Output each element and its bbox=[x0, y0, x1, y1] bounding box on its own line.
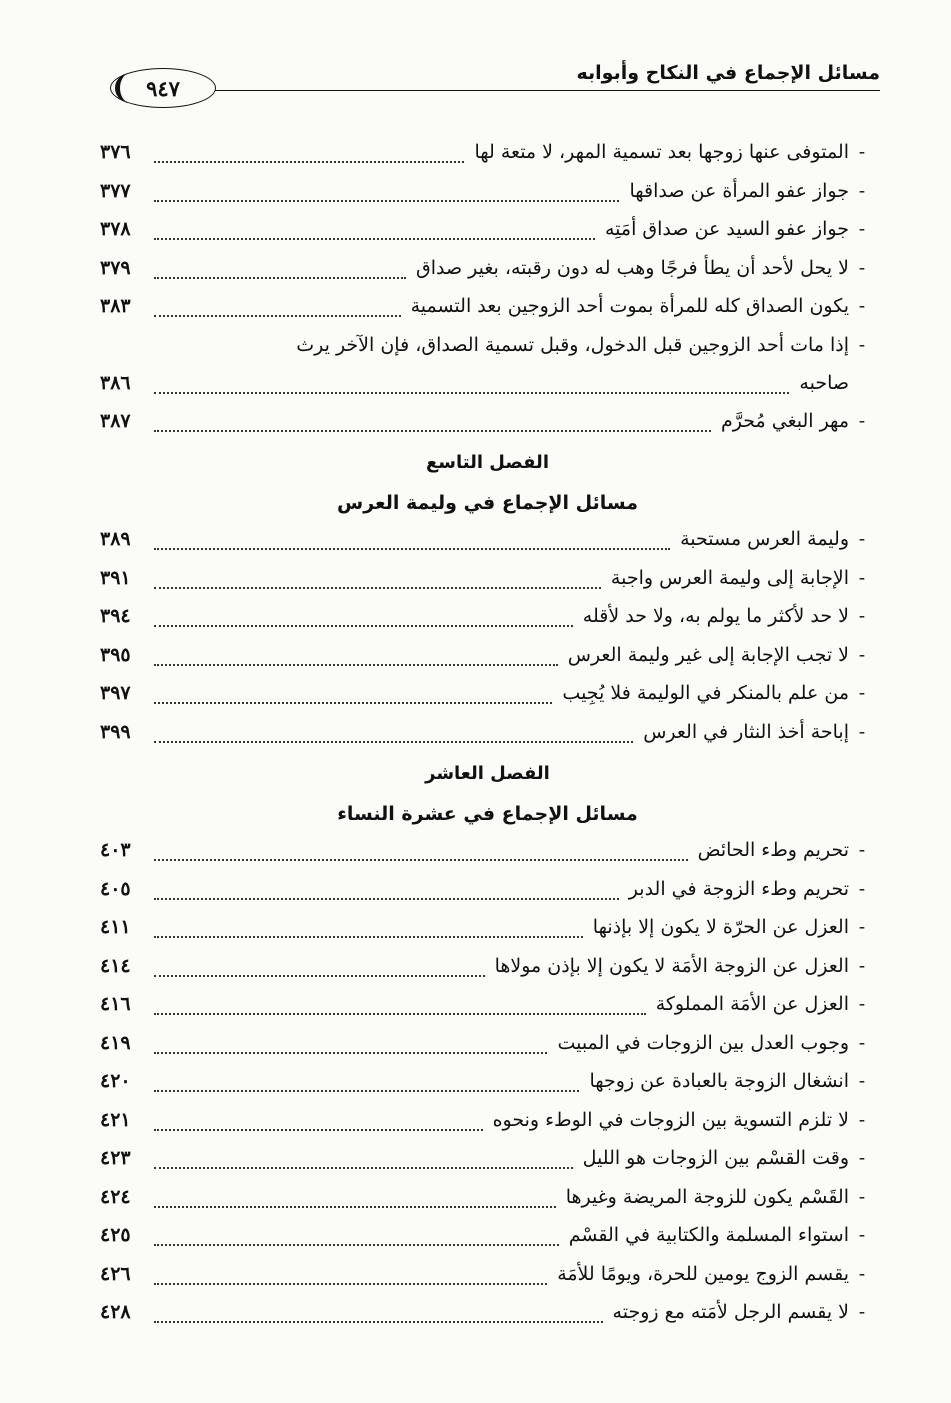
header-rule bbox=[205, 90, 880, 91]
entry-dash: - bbox=[858, 566, 866, 589]
entry-title: الإجابة إلى وليمة العرس واجبة bbox=[610, 566, 849, 589]
toc-entry bbox=[100, 1144, 875, 1183]
entry-title: القَسْم يكون للزوجة المريضة وغيرها bbox=[565, 1185, 849, 1208]
toc-entry bbox=[100, 407, 875, 446]
dot-leader bbox=[154, 1050, 547, 1054]
dot-leader bbox=[154, 739, 633, 743]
toc-entry bbox=[100, 1260, 875, 1299]
toc-entry bbox=[100, 292, 875, 331]
dot-leader bbox=[154, 313, 401, 317]
toc-entry bbox=[100, 138, 875, 177]
toc-entry bbox=[100, 1221, 875, 1260]
entry-dash: - bbox=[858, 916, 866, 938]
page-number: ٩٤٧ bbox=[146, 75, 180, 101]
entry-title: انشغال الزوجة بالعبادة عن زوجها bbox=[589, 1070, 849, 1092]
dot-leader bbox=[154, 428, 711, 432]
toc-entry bbox=[100, 1067, 875, 1106]
entry-page: ٣٨٩ bbox=[100, 528, 131, 550]
entry-page: ٣٩٩ bbox=[100, 720, 131, 743]
entry-title: لا حد لأكثر ما يولم به، ولا حد لأقله bbox=[582, 605, 849, 627]
crescent-ornament-icon bbox=[115, 73, 146, 103]
entry-page: ٣٩٧ bbox=[100, 682, 131, 704]
chapter-heading: الفصل العاشر bbox=[425, 763, 550, 784]
toc-entry bbox=[100, 215, 875, 254]
entry-title: العزل عن الأمَة المملوكة bbox=[655, 993, 849, 1015]
entry-title: يقسم الزوج يومين للحرة، ويومًا للأمَة bbox=[557, 1262, 849, 1285]
entry-dash: - bbox=[858, 141, 866, 163]
entry-page: ٤٢١ bbox=[100, 1108, 131, 1131]
entry-dash: - bbox=[858, 1301, 866, 1323]
dot-leader bbox=[154, 934, 583, 938]
dot-leader bbox=[154, 1204, 556, 1208]
entry-dash: - bbox=[858, 682, 866, 704]
entry-dash: - bbox=[858, 179, 866, 202]
entry-dash: - bbox=[858, 333, 866, 356]
toc-entry bbox=[100, 1298, 875, 1337]
toc-entry bbox=[100, 1183, 875, 1222]
entry-page: ٤٢٤ bbox=[100, 1185, 131, 1208]
entry-dash: - bbox=[858, 1031, 866, 1054]
entry-title: يكون الصداق كله للمرأة بموت أحد الزوجين بعد التسمية bbox=[410, 295, 849, 317]
entry-page: ٤١٤ bbox=[100, 954, 131, 977]
dot-leader bbox=[154, 700, 552, 704]
entry-dash: - bbox=[858, 720, 866, 743]
toc-entry bbox=[100, 913, 875, 952]
entry-dash: - bbox=[858, 1070, 866, 1092]
toc-entry bbox=[100, 679, 875, 718]
toc-entry bbox=[100, 990, 875, 1029]
dot-leader bbox=[154, 1088, 579, 1092]
book-title: مسائل الإجماع في النكاح وأبوابه bbox=[576, 62, 880, 84]
running-header bbox=[110, 52, 880, 118]
dot-leader bbox=[154, 973, 485, 977]
dot-leader bbox=[154, 1011, 646, 1015]
entry-title: تحريم وطء الحائض bbox=[697, 839, 849, 861]
dot-leader bbox=[154, 159, 464, 163]
entry-page: ٤٢٣ bbox=[100, 1147, 131, 1169]
dot-leader bbox=[154, 1281, 547, 1285]
entry-title: من علم بالمنكر في الوليمة فلا يُجِيب bbox=[562, 682, 849, 704]
entry-title: إباحة أخذ النثار في العرس bbox=[643, 720, 849, 743]
entry-dash: - bbox=[858, 1185, 866, 1208]
entry-title: استواء المسلمة والكتابية في القسْم bbox=[568, 1224, 849, 1246]
entry-page: ٤٢٨ bbox=[100, 1301, 131, 1323]
dot-leader bbox=[154, 623, 573, 627]
dot-leader bbox=[154, 390, 789, 394]
entry-page: ٤٢٦ bbox=[100, 1262, 131, 1285]
entry-title: لا تلزم التسوية بين الزوجات في الوطء ونحوه bbox=[492, 1108, 849, 1131]
dot-leader bbox=[154, 1165, 573, 1169]
entry-title: وجوب العدل بين الزوجات في المبيت bbox=[557, 1031, 849, 1054]
entry-dash: - bbox=[858, 954, 866, 977]
entry-page: ٤٢٥ bbox=[100, 1224, 131, 1246]
entry-dash: - bbox=[858, 1147, 866, 1169]
toc-entry bbox=[100, 641, 875, 680]
section-heading: مسائل الإجماع في وليمة العرس bbox=[336, 492, 639, 514]
dot-leader bbox=[154, 1319, 603, 1323]
dot-leader bbox=[154, 896, 619, 900]
entry-page: ٤٠٥ bbox=[100, 877, 131, 900]
entry-page: ٣٨٧ bbox=[100, 409, 131, 432]
entry-dash: - bbox=[858, 1108, 866, 1131]
entry-title: العزل عن الزوجة الأمَة لا يكون إلا بإذن مولاها bbox=[494, 954, 849, 977]
toc-entry bbox=[100, 952, 875, 991]
dot-leader bbox=[154, 546, 670, 550]
dot-leader bbox=[154, 662, 558, 666]
entry-page: ٣٧٩ bbox=[100, 256, 131, 279]
entry-page: ٣٧٨ bbox=[100, 218, 131, 240]
entry-page: ٣٨٣ bbox=[100, 295, 131, 317]
entry-dash: - bbox=[858, 993, 866, 1015]
entry-dash: - bbox=[858, 877, 866, 900]
dot-leader bbox=[154, 198, 619, 202]
entry-title: وليمة العرس مستحبة bbox=[680, 528, 849, 550]
entry-title: العزل عن الحرّة لا يكون إلا بإذنها bbox=[592, 916, 849, 938]
dot-leader bbox=[154, 1127, 483, 1131]
toc-entry bbox=[100, 1106, 875, 1145]
dot-leader bbox=[154, 1242, 559, 1246]
entry-title: تحريم وطء الزوجة في الدبر bbox=[628, 877, 849, 900]
entry-page: ٤١٦ bbox=[100, 993, 131, 1015]
entry-title-line2: صاحبه bbox=[799, 371, 849, 394]
toc-entry bbox=[100, 177, 875, 216]
entry-page: ٣٧٦ bbox=[100, 141, 131, 163]
entry-title: لا يقسم الرجل لأمَته مع زوجته bbox=[612, 1301, 849, 1323]
toc-entry bbox=[100, 564, 875, 603]
page-number-frame bbox=[110, 68, 216, 108]
entry-dash: - bbox=[858, 1224, 866, 1246]
toc-entry-multiline bbox=[100, 331, 875, 407]
toc-entry bbox=[100, 1029, 875, 1068]
entry-title: لا تجب الإجابة إلى غير وليمة العرس bbox=[567, 643, 849, 666]
entry-title: مهر البغي مُحرَّم bbox=[721, 409, 849, 432]
entry-page: ٤١١ bbox=[100, 916, 131, 938]
entry-dash: - bbox=[858, 256, 866, 279]
toc-entry bbox=[100, 875, 875, 914]
entry-page: ٤٢٠ bbox=[100, 1070, 131, 1092]
entry-page: ٣٨٦ bbox=[100, 371, 131, 394]
section-heading: مسائل الإجماع في عشرة النساء bbox=[337, 803, 638, 825]
dot-leader bbox=[154, 275, 406, 279]
entry-page: ٣٩٥ bbox=[100, 643, 131, 666]
entry-title: جواز عفو السيد عن صداق أمَتِه bbox=[604, 218, 849, 240]
entry-dash: - bbox=[858, 1262, 866, 1285]
entry-title: وقت القسْم بين الزوجات هو الليل bbox=[582, 1147, 849, 1169]
toc-entry bbox=[100, 718, 875, 757]
dot-leader bbox=[154, 857, 688, 861]
dot-leader bbox=[154, 585, 601, 589]
entry-page: ٣٧٧ bbox=[100, 179, 131, 202]
dot-leader bbox=[154, 236, 595, 240]
entry-dash: - bbox=[858, 409, 866, 432]
entry-dash: - bbox=[858, 295, 866, 317]
entry-dash: - bbox=[858, 218, 866, 240]
chapter-heading: الفصل التاسع bbox=[426, 452, 549, 473]
toc-entry bbox=[100, 254, 875, 293]
entry-dash: - bbox=[858, 605, 866, 627]
table-of-contents bbox=[100, 138, 875, 1337]
entry-dash: - bbox=[858, 839, 866, 861]
entry-page: ٣٩١ bbox=[100, 566, 131, 589]
toc-entry bbox=[100, 525, 875, 564]
entry-dash: - bbox=[858, 643, 866, 666]
entry-page: ٤١٩ bbox=[100, 1031, 131, 1054]
toc-entry bbox=[100, 602, 875, 641]
entry-dash: - bbox=[858, 528, 866, 550]
entry-title-line1: إذا مات أحد الزوجين قبل الدخول، وقبل تسمية الصداق، فإن الآخر يرث bbox=[296, 333, 849, 356]
entry-title: لا يحل لأحد أن يطأ فرجًا وهب له دون رقبته، بغير صداق bbox=[415, 256, 849, 279]
entry-title: جواز عفو المرأة عن صداقها bbox=[629, 179, 849, 202]
entry-title: المتوفى عنها زوجها بعد تسمية المهر، لا متعة لها bbox=[474, 141, 849, 163]
toc-entry bbox=[100, 836, 875, 875]
entry-page: ٤٠٣ bbox=[100, 839, 131, 861]
entry-page: ٣٩٤ bbox=[100, 605, 131, 627]
